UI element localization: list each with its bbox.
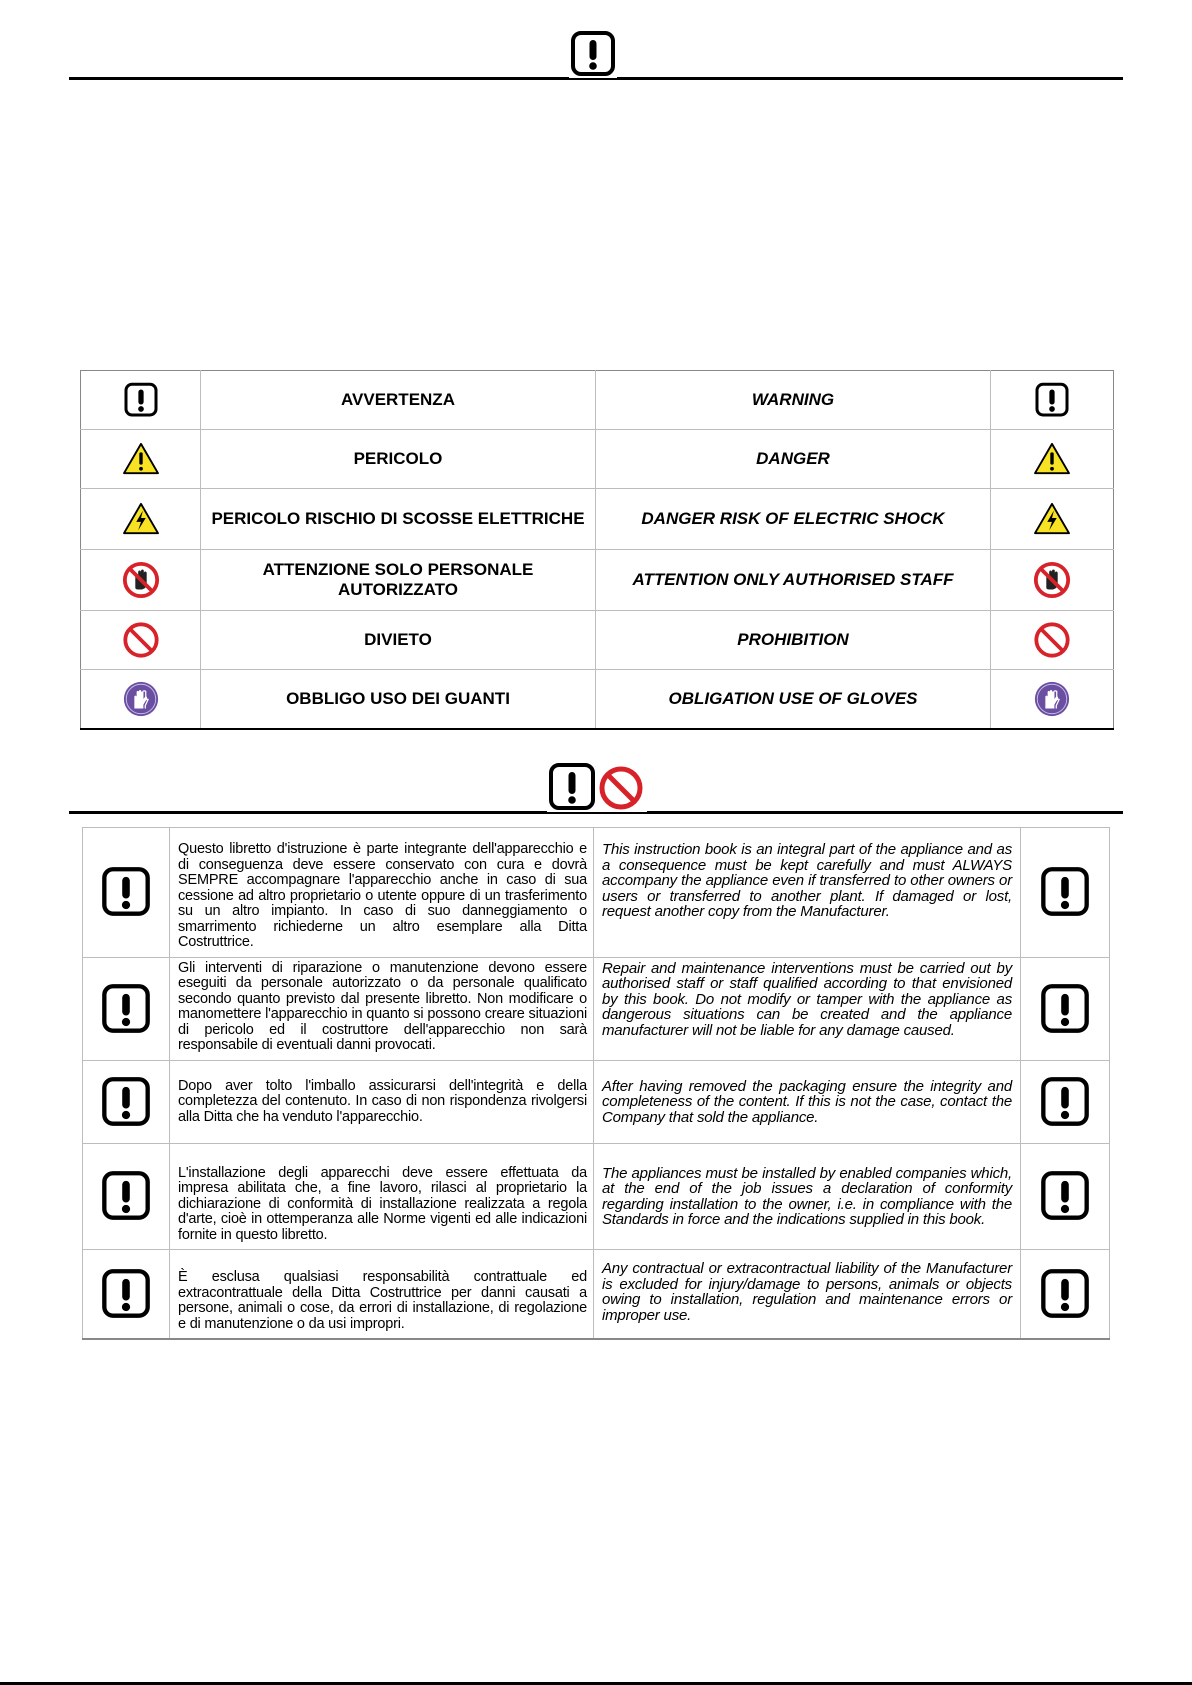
instruction-row [83, 957, 1110, 1060]
legend-row-authorised-staff [81, 550, 1114, 611]
warning-exclamation-icon [83, 1060, 170, 1143]
instruction-row [83, 1060, 1110, 1143]
instruction-text-it: L'installazione degli apparecchi deve essere effettuata da impresa abilitata che, a fine lavoro, rilasci al proprietario la dichiarazione di conformità di installazione realizzata a regola d'arte, cioè in ottemperanza alle Norme vigenti ed alle indicazioni fornite in questo libretto. [178, 1164, 587, 1243]
authorised-staff-icon [81, 550, 201, 611]
legend-label-en: OBLIGATION USE OF GLOVES [596, 670, 991, 729]
legend-row-prohibition [81, 611, 1114, 670]
danger-triangle-icon [81, 430, 201, 489]
instruction-text-it: È esclusa qualsiasi responsabilità contrattuale ed extracontrattuale della Ditta Costruttrice per danni causati a persone, animali o cose, da errori di installazione, di regolazione e di manutenzione o da usi impropri. [178, 1269, 587, 1332]
section-header-top [69, 30, 1123, 82]
legend-label-en: WARNING [596, 371, 991, 430]
warning-exclamation-icon [1021, 957, 1110, 1060]
section-header-instructions [69, 762, 1123, 814]
legend-row-warning [81, 371, 1114, 430]
gloves-obligation-icon [81, 670, 201, 729]
legend-label-it: PERICOLO [201, 430, 596, 489]
warning-exclamation-icon [1021, 828, 1110, 958]
warning-exclamation-icon [83, 828, 170, 958]
instruction-text-en: Repair and maintenance interventions must be carried out by authorised staff or staff qualified according to that envisioned by this book. Do not modify or tamper with the appliance as dangerous situations can be created and the appliance manufacturer will not be liable for any damage caused. [602, 959, 1012, 1039]
danger-triangle-icon [991, 430, 1114, 489]
prohibition-icon [991, 611, 1114, 670]
legend-row-gloves [81, 670, 1114, 729]
warning-exclamation-icon [81, 371, 201, 430]
instruction-text-it: Questo libretto d'istruzione è parte integrante dell'apparecchio e di conseguenza deve essere conservato con cura e dovrà SEMPRE accompagnare l'apparecchio anche in caso di sua cessione ad altro proprietario o utente oppure di un trasferimento su un altro impianto. In caso di suo danneggiamento o smarrimento richiederne un altro esemplare alla Ditta Costruttrice. [178, 841, 587, 950]
legend-row-electric-shock [81, 489, 1114, 550]
gloves-obligation-icon [991, 670, 1114, 729]
instruction-row [83, 1143, 1110, 1250]
authorised-staff-icon [991, 550, 1114, 611]
warning-exclamation-icon [83, 957, 170, 1060]
prohibition-icon [81, 611, 201, 670]
symbol-legend-table [80, 370, 1114, 730]
instruction-text-en: The appliances must be installed by enabled companies which, at the end of the job issues a declaration of conformity regarding installation to the owner, i.e. in compliance with the Standards in force and the indications supplied in this book. [602, 1164, 1012, 1228]
warning-exclamation-icon [551, 765, 593, 808]
legend-label-en: DANGER [596, 430, 991, 489]
instruction-row [83, 828, 1110, 958]
legend-label-it: ATTENZIONE SOLO PERSONALE AUTORIZZATO [201, 550, 596, 611]
legend-label-en: PROHIBITION [596, 611, 991, 670]
electric-shock-icon [81, 489, 201, 550]
legend-row-danger [81, 430, 1114, 489]
legend-label-en: ATTENTION ONLY AUTHORISED STAFF [596, 550, 991, 611]
warning-exclamation-icon [83, 1250, 170, 1340]
instruction-text-en: After having removed the packaging ensure the integrity and completeness of the content. If this is not the case, contact the Company that sold the appliance. [602, 1077, 1012, 1126]
legend-label-en: DANGER RISK OF ELECTRIC SHOCK [596, 489, 991, 550]
warning-exclamation-icon [1021, 1060, 1110, 1143]
warning-exclamation-icon [1021, 1250, 1110, 1340]
legend-label-it: PERICOLO RISCHIO DI SCOSSE ELETTRICHE [201, 489, 596, 550]
electric-shock-icon [991, 489, 1114, 550]
instruction-text-it: Dopo aver tolto l'imballo assicurarsi dell'integrità e della completezza del contenuto. In caso di non rispondenza rivolgersi alla Ditta che ha venduto l'apparecchio. [178, 1077, 587, 1125]
warning-exclamation-icon [569, 30, 617, 78]
instruction-text-en: This instruction book is an integral part of the appliance and as a consequence must be kept carefully and must ALWAYS accompany the appliance even if transferred to other owners or users or transferred to another plant. If damaged or lost, request another copy from the Manufacturer. [602, 841, 1012, 920]
instruction-row [83, 1250, 1110, 1340]
prohibition-icon [602, 769, 640, 807]
instruction-text-it: Gli interventi di riparazione o manutenzione devono essere eseguiti da personale autorizzato o da personale qualificato secondo quanto previsto dal presente libretto. Non modificare o manomettere l'apparecchio in quanto si possono creare situazioni di pericolo ed il costruttore dell'apparecchio non sarà responsabile di eventuali danni provocati. [178, 959, 587, 1053]
warning-exclamation-icon [83, 1143, 170, 1250]
legend-label-it: DIVIETO [201, 611, 596, 670]
legend-label-it: AVVERTENZA [201, 371, 596, 430]
instruction-text-en: Any contractual or extracontractual liability of the Manufacturer is excluded for injury/damage to persons, animals or objects owing to installation, regulation and maintenance errors or improper use. [602, 1260, 1012, 1324]
warning-exclamation-icon [1021, 1143, 1110, 1250]
instructions-table [82, 827, 1110, 1340]
warning-exclamation-icon [991, 371, 1114, 430]
legend-label-it: OBBLIGO USO DEI GUANTI [201, 670, 596, 729]
header-icons [547, 762, 647, 812]
